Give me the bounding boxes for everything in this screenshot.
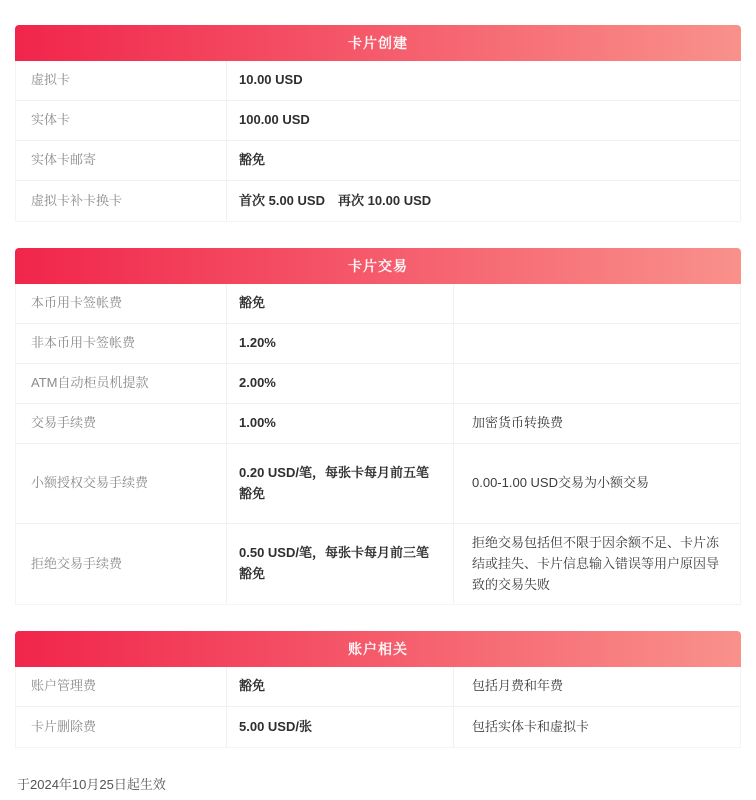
table-row [16,181,740,221]
table-row [16,101,740,141]
fee-label: 交易手续费 [31,415,97,431]
card-transaction-table [15,248,741,605]
fee-value: 1.00% [226,404,453,443]
table-row [16,284,740,324]
fee-note [453,364,740,403]
fee-note: 0.00-1.00 USD交易为小额交易 [453,444,740,523]
table-row [16,524,740,604]
fee-note: 加密货币转换费 [453,404,740,443]
account-related-table [15,631,741,748]
fee-label: 账户管理费 [31,678,97,694]
fee-label: 实体卡邮寄 [31,152,97,168]
table-body [15,61,741,222]
table-row [16,61,740,101]
fee-label: 虚拟卡补卡换卡 [31,192,123,208]
fee-value: 5.00 USD/张 [226,707,453,747]
fee-value: 豁免 [226,141,740,180]
table-row [16,444,740,524]
fee-label: 虚拟卡 [31,72,71,88]
fee-label: ATM自动柜员机提款 [31,375,149,391]
fee-note: 包括月费和年费 [453,667,740,706]
fee-label: 本币用卡签帐费 [31,295,123,311]
table-row [16,404,740,444]
fee-value: 豁免 [226,667,453,706]
fee-value: 0.50 USD/笔，每张卡每月前三笔豁免 [226,524,453,604]
card-creation-table [15,25,741,222]
fee-value: 首次 5.00 USD 再次 10.00 USD [226,181,740,221]
table-title-account-related: 账户相关 [15,631,741,667]
fee-label: 非本币用卡签帐费 [31,335,136,351]
fee-note [453,284,740,323]
fee-value: 1.20% [226,324,453,363]
fee-value: 2.00% [226,364,453,403]
fee-label: 卡片删除费 [31,718,97,734]
fee-note: 拒绝交易包括但不限于因余额不足、卡片冻结或挂失、卡片信息输入错误等用户原因导致的交易失败 [453,524,740,604]
fee-value: 豁免 [226,284,453,323]
table-row [16,364,740,404]
table-title-card-creation: 卡片创建 [15,25,741,61]
table-title-card-transaction: 卡片交易 [15,248,741,284]
table-row [16,707,740,747]
table-body [15,284,741,605]
fee-value: 0.20 USD/笔，每张卡每月前五笔豁免 [226,444,453,523]
fee-label: 拒绝交易手续费 [31,555,123,571]
table-row [16,141,740,181]
table-row [16,324,740,364]
fee-label: 小额授权交易手续费 [31,475,149,491]
fee-note: 包括实体卡和虚拟卡 [453,707,740,747]
fee-note [453,324,740,363]
table-body [15,667,741,748]
fee-value: 100.00 USD [226,101,740,140]
table-row [16,667,740,707]
fee-label: 实体卡 [31,112,71,128]
effective-date-note: 于2024年10月25日起生效 [17,777,166,793]
fee-value: 10.00 USD [226,61,740,100]
